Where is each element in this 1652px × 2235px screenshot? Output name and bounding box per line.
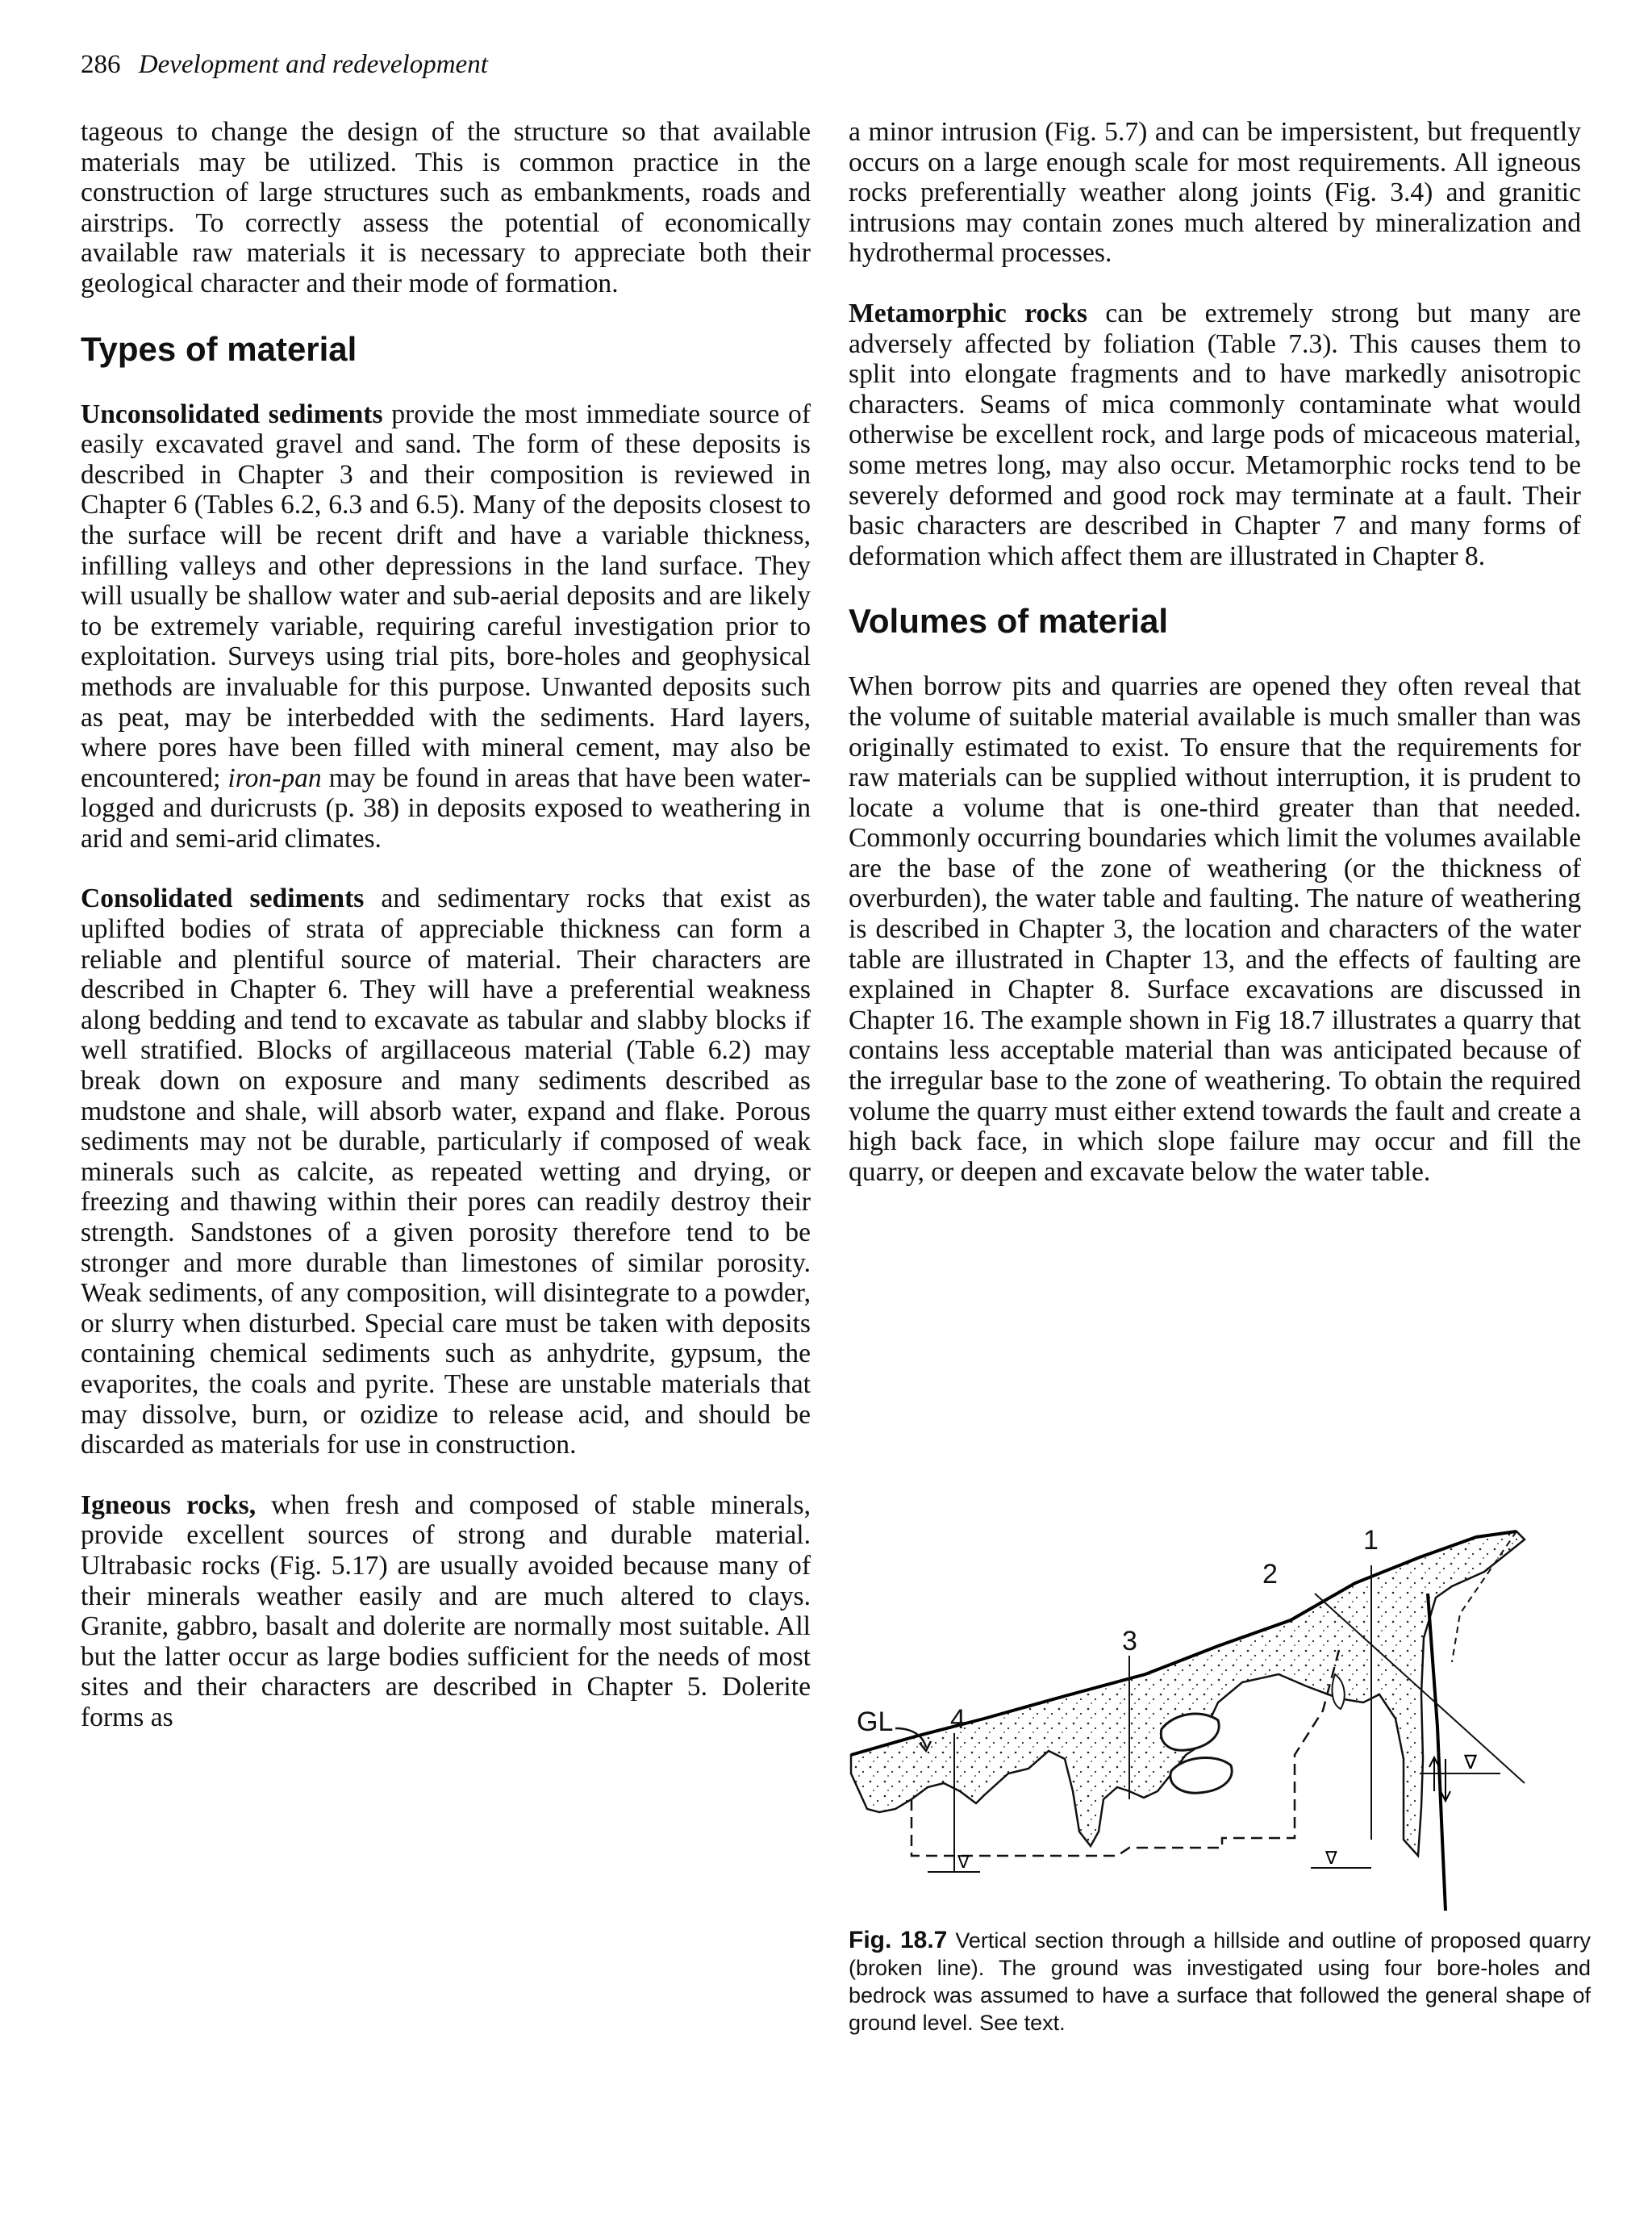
paragraph-consolidated: Consolidated sediments and sedimentary rocks that exist as uplifted bodies of strata of appreciable thickness can form a reliable and plentiful source of material. Their characters are described in Chapter 6. They will have a preferential weakness along bedding and tend to excavate as tabular and slabby blocks if well stratified. Blocks of argillaceous material (Table 6.2) may break down on exposure and many sediments described as mudstone and shale, will absorb water, expand and flake. Porous sediments may not be durable, particularly if composed of weak minerals such as calcite, as repeated wetting and drying, or freezing and thawing within their pores can readily destroy their strength. Sandstones of a given porosity therefore tend to be stronger and more durable than limestones of similar porosity. Weak sediments, of any composition, will disintegrate to a powder, or slurry when disturbed. Special care must be taken with deposits containing chemical sediments such as anhydrite, gypsum, the evaporites, the coals and pyrite. These are unstable materials that may dissolve, burn, or ozidize to release acid, and should be discarded as materials for use in construction. — [81, 884, 811, 1460]
label-borehole-3: 3 — [1122, 1626, 1137, 1656]
paragraph-volumes: When borrow pits and quarries are opened they often reveal that the volume of suitable material available is much smaller than was originally estimated to exist. To ensure that the requirements for raw materials can be supplied without interruption, it is prudent to locate a volume that is one-third greater than that needed. Commonly occurring boundaries which limit the volumes available are the base of the zone of weathering (or the thickness of overburden), the water table and faulting. The nature of weathering is described in Chapter 3, the location and characters of the water table are illustrated in Chapter 13, and the effects of faulting are explained in Chapter 8. Surface excavations are discussed in Chapter 16. The example shown in Fig 18.7 illustrates a quarry that contains less acceptable material than was anticipated because of the irregular base to the zone of weathering. To obtain the required volume the quarry must either extend towards the fault and create a high back face, in which slope failure may occur and fill the quarry, or deepen and excavate below the water table. — [849, 671, 1581, 1187]
water-table-symbol-right: ∇ — [1464, 1752, 1478, 1773]
label-borehole-2: 2 — [1262, 1559, 1278, 1590]
heading-volumes-of-material: Volumes of material — [849, 602, 1169, 641]
heading-types-of-material: Types of material — [81, 329, 357, 368]
term-unconsolidated-sediments: Unconsolidated sediments — [81, 399, 383, 429]
figure-caption — [849, 1927, 1591, 2037]
label-borehole-1: 1 — [1363, 1525, 1379, 1556]
page-number: 286 — [81, 50, 121, 79]
fault-line — [1428, 1594, 1446, 1911]
weathered-zone — [851, 1531, 1525, 1856]
running-head — [81, 50, 488, 80]
term-iron-pan: iron-pan — [227, 762, 322, 793]
paragraph-unconsolidated: Unconsolidated sediments provide the most immediate source of easily excavated gravel and sand. The form of these deposits is described in Chapter 3 and their composition is reviewed in Chapter 6 (Tables 6.2, 6.3 and 6.5). Many of the deposits closest to the surface will be recent drift and have a variable thickness, infilling valleys and other depressions in the land surface. They will usually be shallow water and sub-aerial deposits and are likely to be extremely variable, requiring careful investigation prior to exploitation. Surveys using trial pits, bore-holes and geophysical methods are invaluable for this purpose. Unwanted deposits such as peat, may be interbedded with the sediments. Hard layers, where pores have been filled with mineral cement, may also be encountered; iron-pan may be found in areas that have been water-logged and duricrusts (p. 38) in deposits exposed to weathering in arid and semi-arid climates. — [81, 399, 811, 854]
paragraph-dolerite: a minor intrusion (Fig. 5.7) and can be impersistent, but frequently occurs on a large enough scale for most requirements. All igneous rocks preferentially weather along joints (Fig. 3.4) and granitic intrusions may contain zones much altered by mineralization and hydrothermal processes. — [849, 117, 1581, 269]
quarry-section-diagram — [839, 1517, 1652, 1912]
paragraph-igneous: Igneous rocks, when fresh and composed of stable minerals, provide excellent sources of strong and durable material. Ultrabasic rocks (Fig. 5.17) are usually avoided because many of their minerals weather easily and are much altered to clays. Granite, gabbro, basalt and dolerite are normally most suitable. All but the latter occur as large bodies sufficient for the needs of most sites and their characters are described in Chapter 5. Dolerite forms as — [81, 1489, 811, 1732]
label-borehole-4: 4 — [950, 1704, 966, 1735]
term-metamorphic-rocks: Metamorphic rocks — [849, 298, 1087, 328]
paragraph-metamorphic: Metamorphic rocks can be extremely strong but many are adversely affected by foliation (Table 7.3). This causes them to split into elongate fragments and to have markedly anisotropic characters. Seams of mica commonly contaminate what would otherwise be excellent rock, and large pods of micaceous material, some metres long, may also occur. Metamorphic rocks tend to be severely deformed and good rock may terminate at a fault. Their basic characters are described in Chapter 7 and many forms of deformation which affect them are illustrated in Chapter 8. — [849, 298, 1581, 571]
running-title: Development and redevelopment — [138, 50, 488, 79]
figure-label: Fig. 18.7 — [849, 1927, 948, 1953]
left-column — [81, 117, 811, 1733]
term-consolidated-sediments: Consolidated sediments — [81, 884, 365, 914]
label-ground-level: GL — [857, 1707, 894, 1737]
figure-18-7 — [839, 1517, 1652, 1912]
term-igneous-rocks: Igneous rocks, — [81, 1489, 257, 1520]
paragraph-intro: tageous to change the design of the structure so that available materials may be utilized. This is common practice in the construction of large structures such as embankments, roads and airstrips. To correctly assess the potential of economically available raw materials it is necessary to appreciate both their geological character and their mode of formation. — [81, 117, 811, 299]
caption-text: Vertical section through a hillside and outline of proposed quarry (broken line). The ground was investigated using four bore-holes and bedrock was assumed to have a surface that followed the general shape of ground level. See text. — [849, 1928, 1591, 2035]
water-table-symbol-quarry: ∇ — [1325, 1848, 1337, 1868]
water-table-symbol-left: ∇ — [957, 1852, 970, 1872]
right-column — [849, 117, 1581, 1187]
